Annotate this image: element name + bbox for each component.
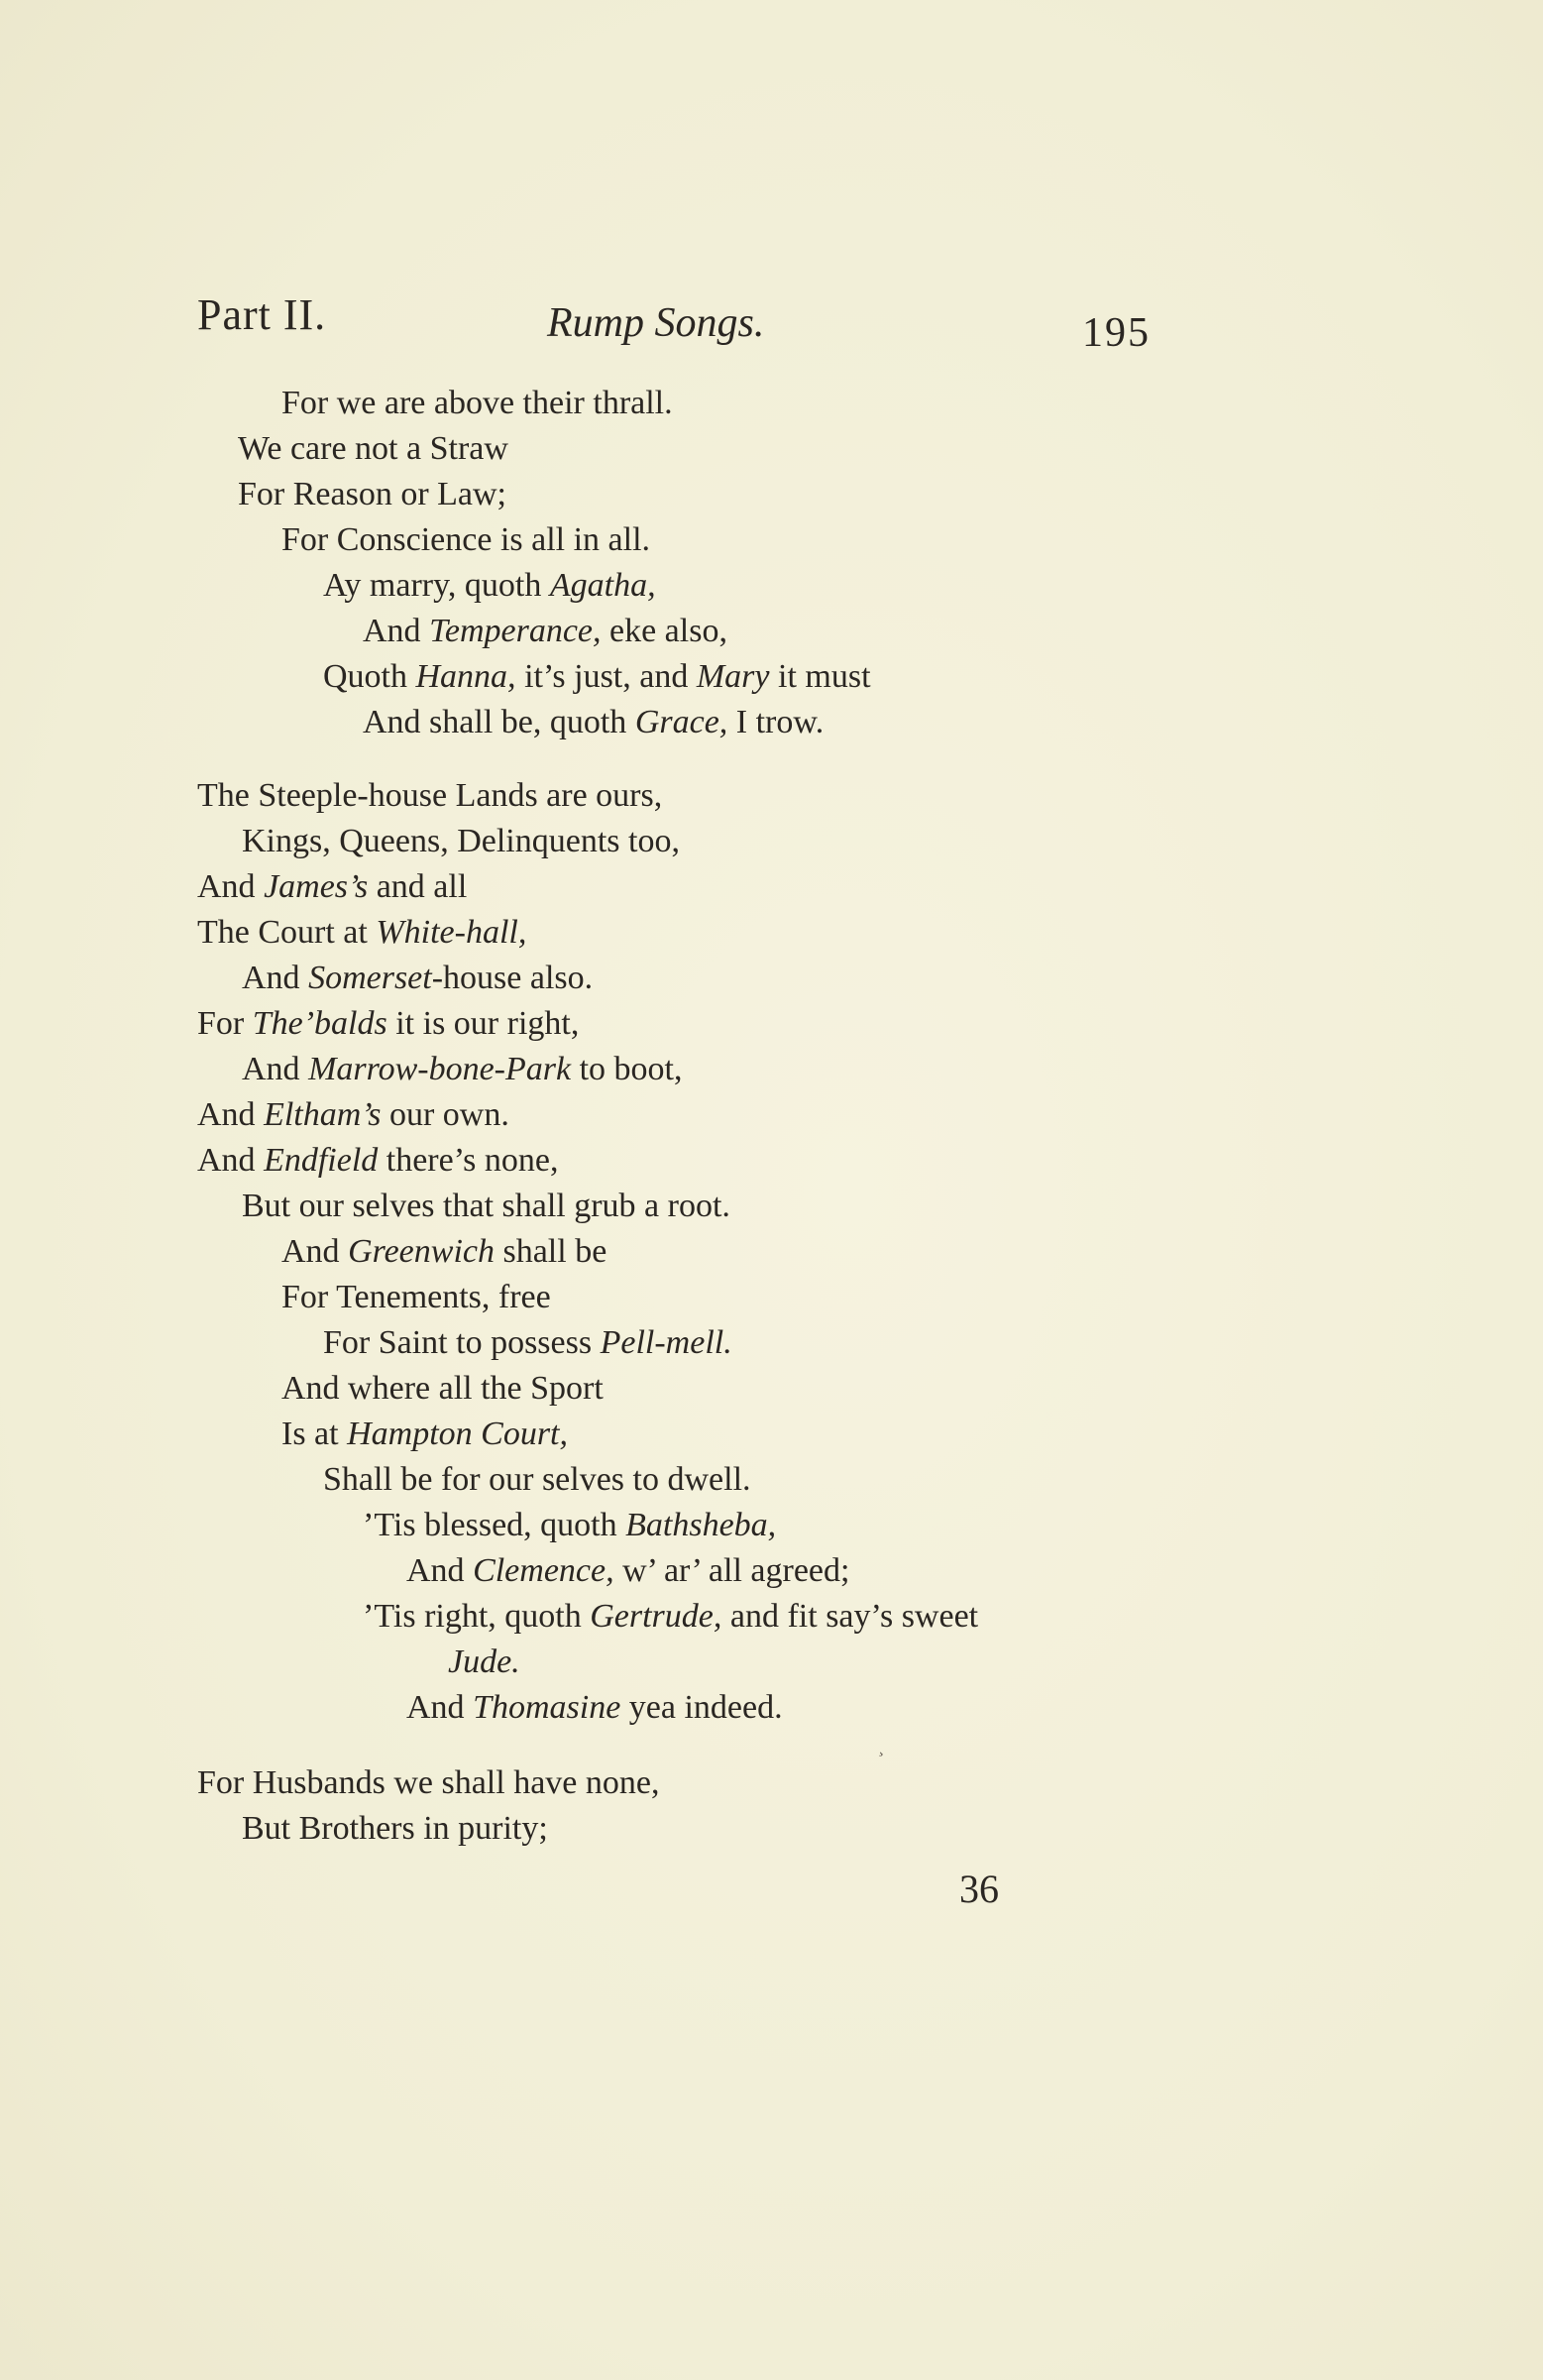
verse-line: And Thomasine yea indeed. xyxy=(406,1689,783,1726)
verse-line: And Endfield there’s none, xyxy=(197,1142,559,1179)
verse-line: And shall be, quoth Grace, I trow. xyxy=(363,704,825,740)
verse-line: Kings, Queens, Delinquents too, xyxy=(242,823,680,859)
running-title: Rump Songs. xyxy=(547,300,765,346)
verse-line: For Reason or Law; xyxy=(238,476,507,512)
verse-line: And Somerset-house also. xyxy=(242,960,594,996)
verse-line: Shall be for our selves to dwell. xyxy=(323,1461,751,1498)
verse-line: And Marrow-bone-Park to boot, xyxy=(242,1051,683,1087)
verse-line: Ay marry, quoth Agatha, xyxy=(323,567,656,604)
verse-line: And Temperance, eke also, xyxy=(363,613,727,649)
verse-line: ’Tis right, quoth Gertrude, and fit say’s sweet xyxy=(363,1598,979,1635)
verse-line: And James’s and all xyxy=(197,868,468,905)
verse-line: And Greenwich shall be xyxy=(281,1233,607,1270)
verse-line: Quoth Hanna, it’s just, and Mary it must xyxy=(323,658,871,695)
verse-line: For Conscience is all in all. xyxy=(281,521,651,558)
verse-line: The Court at White-hall, xyxy=(197,914,527,951)
page-number: 195 xyxy=(1082,310,1151,356)
signature-mark: 36 xyxy=(959,1867,999,1911)
verse-line: For The’balds it is our right, xyxy=(197,1005,580,1042)
verse-line: Is at Hampton Court, xyxy=(281,1416,569,1452)
verse-line: For Husbands we shall have none, xyxy=(197,1764,660,1801)
running-header xyxy=(0,289,1543,359)
verse-line: But Brothers in purity; xyxy=(242,1810,548,1847)
verse-line: And Clemence, w’ ar’ all agreed; xyxy=(406,1552,850,1589)
stray-mark: ¸ xyxy=(878,1737,884,1757)
verse-line: For Saint to possess Pell-mell. xyxy=(323,1324,732,1361)
verse-line: And where all the Sport xyxy=(281,1370,604,1407)
part-label: Part II. xyxy=(197,290,327,339)
verse-line: And Eltham’s our own. xyxy=(197,1096,509,1133)
verse-line: For we are above their thrall. xyxy=(281,385,673,421)
verse-line: Jude. xyxy=(448,1643,520,1680)
verse-line: We care not a Straw xyxy=(238,430,508,467)
verse-line: The Steeple-house Lands are ours, xyxy=(197,777,663,814)
verse-line: ’Tis blessed, quoth Bathsheba, xyxy=(363,1507,777,1543)
verse-line: But our selves that shall grub a root. xyxy=(242,1188,730,1224)
verse-line: For Tenements, free xyxy=(281,1279,551,1315)
